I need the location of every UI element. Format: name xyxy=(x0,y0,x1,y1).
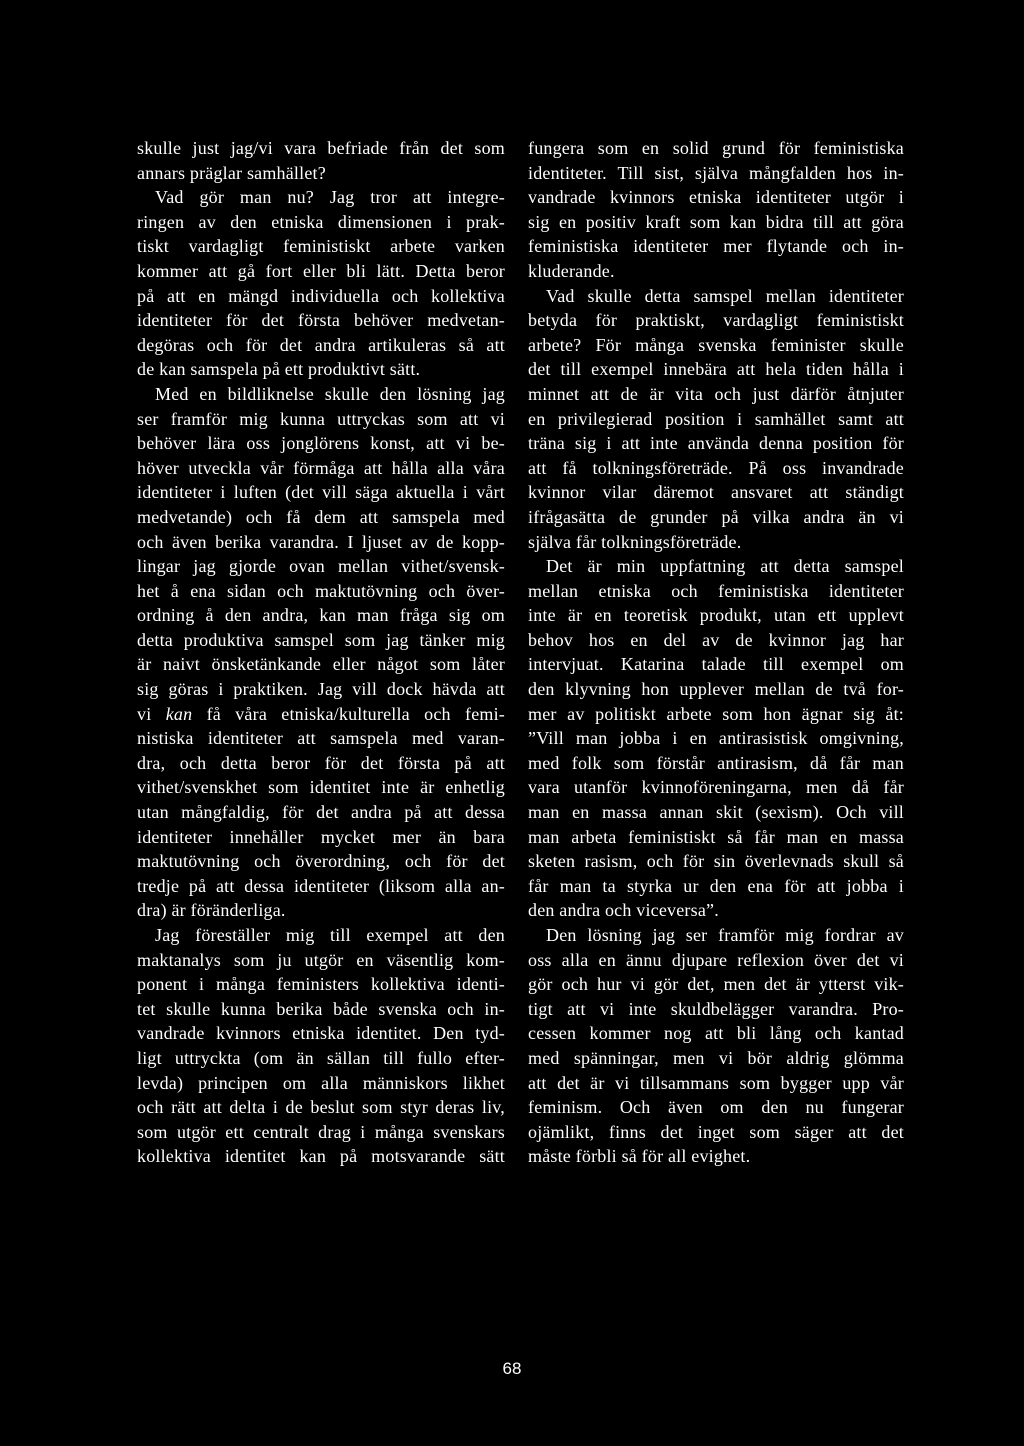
text-line: inte är en teoretisk produkt, utan ett upplevt xyxy=(528,605,904,626)
text-line: Jag föreställer mig till exempel att den xyxy=(155,925,505,945)
text-line: som utgör ett centralt drag i många svenskars xyxy=(137,1121,505,1142)
text-line: ifrågasätta de grunder på vilka andra än vi xyxy=(528,506,904,527)
text-line: cessen kommer nog att bli lång och kantad xyxy=(528,1023,904,1044)
text-line: mer av politiskt arbete som hon ägnar sig åt: xyxy=(528,703,904,724)
text-line: tet skulle kunna berika både svenska och in- xyxy=(137,998,505,1019)
text-line: man arbeta feministiskt så får man en massa xyxy=(528,826,904,847)
text-line: en privilegierad position i samhället samt att xyxy=(528,408,904,429)
text-line: själva får tolkningsföreträde. xyxy=(528,531,742,552)
text-line: levda) principen om alla människors likhet xyxy=(137,1072,505,1093)
text-line: ringen av den etniska dimensionen i prak- xyxy=(137,211,505,232)
text-line: vandrade kvinnors etniska identiteter utgör i xyxy=(528,187,904,208)
text-line: vithet/svenskhet som identitet inte är enhetlig xyxy=(137,777,505,798)
text-line: kvinnor vilar däremot ansvaret att ständigt xyxy=(528,482,904,503)
text-line: oss alla en ännu djupare reflexion över det vi xyxy=(528,949,904,970)
text-line: lingar jag gjorde ovan mellan vithet/svensk- xyxy=(137,556,505,577)
text-line: maktutövning och överordning, och för det xyxy=(137,851,505,872)
text-line: kommer att gå fort eller bli lätt. Detta beror xyxy=(137,260,505,281)
text-line: skulle just jag/vi vara befriade från det som xyxy=(137,138,505,158)
text-line: ojämlikt, finns det inget som säger att det xyxy=(528,1121,904,1142)
text-line: det till exempel innebära att hela tiden hålla i xyxy=(528,359,904,380)
text-line: mellan etniska och feministiska identiteter xyxy=(528,580,904,601)
text-line: att få tolkningsföreträde. På oss invandrade xyxy=(528,457,904,478)
text-line: får man ta styrka ur den ena för att jobba i xyxy=(528,875,904,896)
text-line: ponent i många feministers kollektiva identi- xyxy=(137,974,505,995)
text-line: tigt att vi inte skuldbelägger varandra. Pro- xyxy=(528,998,904,1019)
text-line: medvetande) och få dem att samspela med xyxy=(137,506,505,527)
text-line: sig en positiv kraft som kan bidra till att göra xyxy=(528,211,904,232)
text-line: vara utanför kvinnoföreningarna, men då får xyxy=(528,777,904,798)
text-line: den klyvning hon upplever mellan de två for- xyxy=(528,679,904,700)
text-line: höver utveckla vår förmåga att hålla alla våra xyxy=(137,457,505,478)
left-text-column xyxy=(137,136,505,1169)
text-line: nistiska identiteter att samspela med varan- xyxy=(137,728,505,749)
text-line: och även berika varandra. I ljuset av de kopp- xyxy=(137,531,505,552)
text-line: tiskt vardagligt feministiskt arbete varken xyxy=(137,236,505,257)
text-line: ”Vill man jobba i en antirasistisk omgivning, xyxy=(528,728,904,749)
text-line: ligt uttryckta (om än sällan till fullo efter- xyxy=(137,1047,505,1068)
text-line: gör och hur vi gör det, men det är ytterst vik- xyxy=(528,974,904,995)
text-line: den andra och viceversa”. xyxy=(528,900,719,921)
text-line: Den lösning jag ser framför mig fordrar av xyxy=(546,925,904,945)
text-line: het å ena sidan och maktutövning och över- xyxy=(137,580,505,601)
text-line: sig göras i praktiken. Jag vill dock hävda att xyxy=(137,679,505,700)
text-line: dra) är föränderliga. xyxy=(137,900,286,921)
text-line: måste förbli så för all evighet. xyxy=(528,1146,751,1167)
text-line: de kan samspela på ett produktivt sätt. xyxy=(137,359,421,380)
text-line: sketen rasism, och för sin överlevnads skull så xyxy=(528,851,904,872)
text-line: kluderande. xyxy=(528,260,615,281)
text-line: vandrade kvinnors etniska identitet. Den tyd- xyxy=(137,1023,505,1044)
text-line: med spänningar, men vi bör aldrig glömma xyxy=(528,1047,904,1068)
text-line: minnet att de är vita och just därför åtnjuter xyxy=(528,383,904,404)
page-number: 68 xyxy=(502,1359,522,1378)
text-line: degöras och för det andra artikuleras så att xyxy=(137,334,505,355)
text-line: behov hos en del av de kvinnor jag har xyxy=(528,629,904,650)
text-line: annars präglar samhället? xyxy=(137,162,326,183)
text-line: att det är vi tillsammans som bygger upp vår xyxy=(528,1072,904,1093)
text-line: tredje på att dessa identiteter (liksom alla an- xyxy=(137,875,505,896)
text-line: kollektiva identitet kan på motsvarande sätt xyxy=(137,1146,505,1167)
text-line: Vad gör man nu? Jag tror att integre- xyxy=(155,187,505,208)
text-line: fungera som en solid grund för feministiska xyxy=(528,138,904,158)
text-line: man en massa annan skit (sexism). Och vill xyxy=(528,802,904,823)
text-line: maktanalys som ju utgör en väsentlig kom- xyxy=(137,949,505,970)
text-line: träna sig i att inte använda denna position för xyxy=(528,433,904,454)
text-line: ser framför mig kunna uttryckas som att vi xyxy=(137,408,505,429)
text-line: och rätt att delta i de beslut som styr deras liv, xyxy=(137,1097,505,1118)
text-line: är naivt önsketänkande eller något som låter xyxy=(137,654,505,675)
text-line: ordning å den andra, kan man fråga sig om xyxy=(137,605,505,626)
right-text-column xyxy=(528,136,904,1169)
text-line: behöver lära oss jonglörens konst, att vi be- xyxy=(137,433,505,454)
text-line: vi kan få våra etniska/kulturella och femi- xyxy=(137,703,505,724)
text-line: dra, och detta beror för det första på att xyxy=(137,752,505,773)
text-line: feministiska identiteter mer flytande och in- xyxy=(528,236,904,257)
emphasized-word: kan xyxy=(165,703,193,724)
text-line: betyda för praktiskt, vardagligt feministiskt xyxy=(528,310,904,331)
text-line: identiteter innehåller mycket mer än bara xyxy=(137,826,505,847)
text-line: intervjuat. Katarina talade till exempel om xyxy=(528,654,904,675)
text-line: feminism. Och även om den nu fungerar xyxy=(528,1097,904,1118)
text-line: utan mångfaldig, för det andra på att dessa xyxy=(137,802,505,823)
text-line: identiteter för det första behöver medvetan- xyxy=(137,310,505,331)
text-line: identiteter. Till sist, själva mångfalden hos in- xyxy=(528,162,904,183)
text-line: med folk som förstår antirasism, då får man xyxy=(528,752,904,773)
text-line: Det är min uppfattning att detta samspel xyxy=(546,556,904,577)
text-line: på att en mängd individuella och kollektiva xyxy=(137,285,505,306)
text-line: detta produktiva samspel som jag tänker mig xyxy=(137,629,505,650)
text-line: identiteter i luften (det vill säga aktuella i vårt xyxy=(137,482,505,503)
text-line: arbete? För många svenska feminister skulle xyxy=(528,334,904,355)
text-line: Med en bildliknelse skulle den lösning jag xyxy=(155,383,505,404)
text-line: Vad skulle detta samspel mellan identiteter xyxy=(546,285,904,306)
